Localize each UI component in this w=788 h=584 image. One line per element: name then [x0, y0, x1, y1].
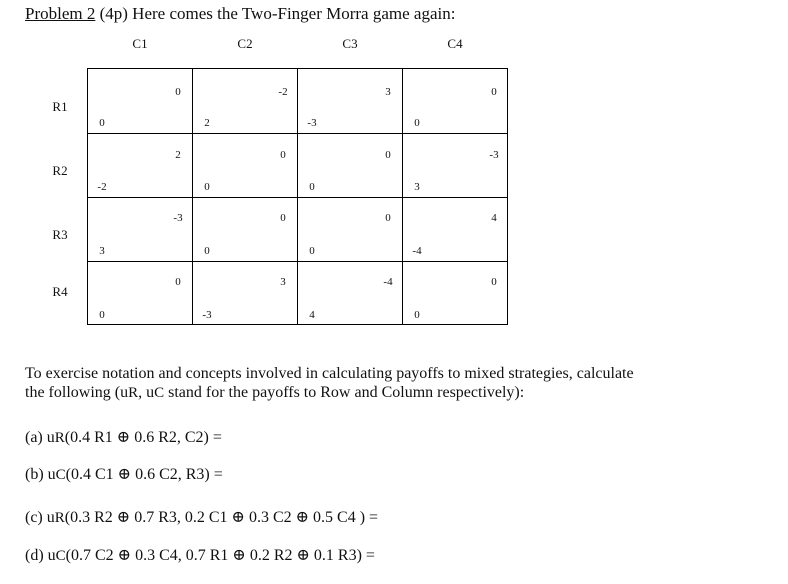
row-header-r4: R4: [52, 284, 68, 299]
row-payoff: 0: [414, 309, 420, 321]
column-payoff: -3: [489, 149, 499, 161]
column-header-c4: C4: [447, 36, 463, 51]
question-expression: (0.4 R1 ⊕ 0.6 R2, C2) =: [64, 429, 222, 446]
column-header-c3: C3: [342, 36, 358, 51]
question-expression: (0.7 C2 ⊕ 0.3 C4, 0.7 R1 ⊕ 0.2 R2 ⊕ 0.1 R3) =: [65, 547, 375, 564]
row-header-r2: R2: [52, 163, 68, 178]
column-payoff: 0: [280, 149, 286, 161]
column-payoff: 0: [491, 276, 497, 288]
column-header-c2: C2: [237, 36, 253, 51]
payoff-subscript: C: [55, 467, 66, 483]
row-payoff: 4: [309, 309, 315, 321]
payoff-matrix: [87, 68, 508, 325]
question-label: (a): [25, 429, 47, 446]
column-payoff: 0: [175, 86, 181, 98]
question-expression: (0.4 C1 ⊕ 0.6 C2, R3) =: [65, 466, 223, 483]
row-payoff: -3: [202, 309, 212, 321]
intro-line-1: To exercise notation and concepts involved in calculating payoffs to mixed strategies, calculate: [25, 365, 634, 382]
column-header-c1: C1: [132, 36, 148, 51]
row-header-r1: R1: [52, 99, 68, 114]
subscript-c: C: [154, 385, 165, 401]
column-payoff: 0: [280, 212, 286, 224]
grid-divider: [88, 197, 507, 198]
column-payoff: 0: [175, 276, 181, 288]
row-payoff: -2: [97, 181, 107, 193]
question-expression: (0.3 R2 ⊕ 0.7 R3, 0.2 C1 ⊕ 0.3 C2 ⊕ 0.5 C4 ) =: [64, 509, 379, 526]
problem-label: Problem 2: [25, 4, 96, 23]
grid-divider: [88, 261, 507, 262]
intro-text: the following (u: [25, 384, 129, 401]
payoff-subscript: R: [54, 510, 65, 526]
column-payoff: -3: [173, 212, 183, 224]
question-c: [25, 507, 378, 527]
intro-text: , u: [138, 384, 155, 401]
payoff-subscript: R: [54, 430, 65, 446]
payoff-symbol: u: [47, 547, 56, 564]
row-payoff: 0: [414, 117, 420, 129]
question-d: [25, 545, 375, 565]
row-payoff: 0: [99, 309, 105, 321]
intro-line-2: [25, 383, 765, 403]
row-payoff: -3: [307, 117, 317, 129]
question-label: (b): [25, 466, 48, 483]
question-b: [25, 464, 223, 484]
question-label: (c): [25, 509, 47, 526]
column-payoff: 4: [491, 212, 497, 224]
grid-divider: [88, 133, 507, 134]
row-payoff: 3: [99, 245, 105, 257]
column-payoff: 0: [491, 86, 497, 98]
row-payoff: 2: [204, 117, 210, 129]
column-payoff: 3: [280, 276, 286, 288]
row-payoff: 0: [99, 117, 105, 129]
row-header-r3: R3: [52, 227, 68, 242]
payoff-subscript: C: [55, 548, 66, 564]
payoff-symbol: u: [46, 429, 55, 446]
subscript-r: R: [128, 385, 139, 401]
row-payoff: 0: [309, 245, 315, 257]
row-payoff: -4: [412, 245, 422, 257]
payoff-symbol: u: [46, 509, 55, 526]
column-payoff: 0: [385, 212, 391, 224]
intro-paragraph: [25, 364, 765, 403]
row-payoff: 0: [204, 245, 210, 257]
problem-heading: [25, 4, 455, 24]
row-payoff: 0: [204, 181, 210, 193]
row-payoff: 0: [309, 181, 315, 193]
column-payoff: 0: [385, 149, 391, 161]
column-payoff: 2: [175, 149, 181, 161]
intro-text: stand for the payoffs to Row and Column respectively):: [164, 384, 525, 401]
problem-heading-text: (4p) Here comes the Two-Finger Morra game again:: [95, 4, 456, 23]
question-a: [25, 427, 222, 447]
payoff-symbol: u: [47, 466, 56, 483]
question-label: (d): [25, 547, 48, 564]
row-payoff: 3: [414, 181, 420, 193]
column-payoff: 3: [385, 86, 391, 98]
column-payoff: -2: [278, 86, 288, 98]
column-payoff: -4: [383, 276, 393, 288]
